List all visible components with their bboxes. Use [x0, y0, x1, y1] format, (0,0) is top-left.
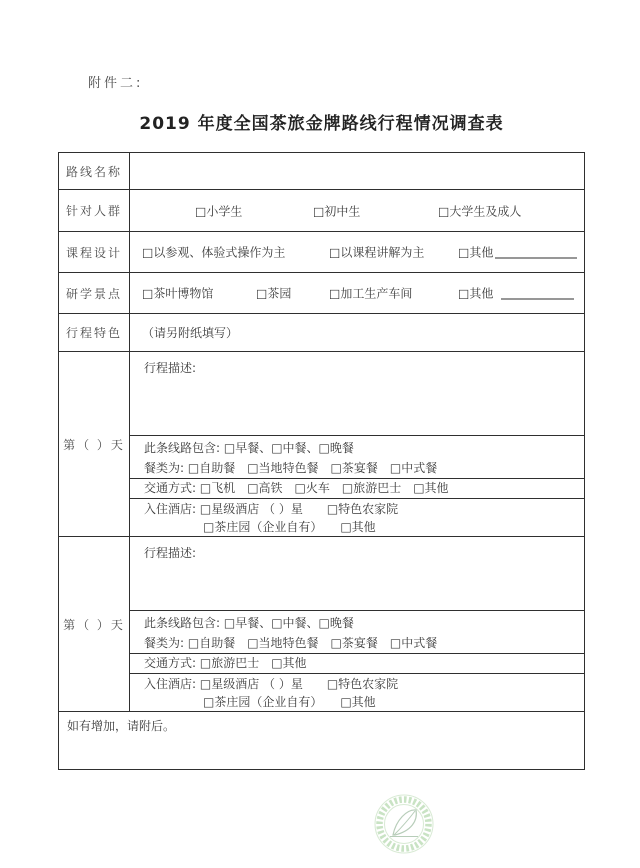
day-2-hotel-line-2: □茶庄园（企业自有） □其他 [203, 695, 376, 709]
itinerary-features-label: 行程特色 [59, 314, 130, 351]
day-1-hotel-line-2: □茶庄园（企业自有） □其他 [203, 520, 376, 534]
leaf-seal-watermark-icon [371, 791, 437, 857]
attachment-label: 附件二: [88, 76, 144, 91]
course-design-options-cell [130, 232, 584, 272]
day-2-description-label: 行程描述: [144, 546, 197, 560]
day-2-hotel-line-1: 入住酒店: □星级酒店 （ ）星 □特色农家院 [144, 677, 399, 691]
day-2-transport: 交通方式: □旅游巴士 □其他 [144, 656, 307, 670]
checkbox-option-other-spot [458, 285, 574, 302]
day-2-meals-included: 此条线路包含: □早餐、□中餐、□晚餐 [144, 616, 354, 630]
day-1-meals-included: 此条线路包含: □早餐、□中餐、□晚餐 [144, 440, 354, 455]
day-1-description-cell [130, 352, 584, 436]
course-design-label: 课程设计 [59, 232, 130, 272]
day-1-meal-types: 餐类为: □自助餐 □当地特色餐 □茶宴餐 □中式餐 [144, 460, 438, 475]
row-study-spots [59, 273, 584, 314]
fill-in-blank-line [495, 246, 577, 259]
day-1-content [130, 352, 584, 536]
checkbox-option-other-course-text: □其他 [458, 245, 494, 260]
day-2-hotel-cell [130, 674, 584, 711]
study-spots-options-cell [130, 273, 584, 313]
study-spots-label: 研学景点 [59, 273, 130, 313]
row-course-design [59, 232, 584, 273]
row-additions-note [59, 712, 584, 769]
day-1-description-label: 行程描述: [144, 361, 197, 375]
route-name-label: 路线名称 [59, 153, 130, 189]
target-group-label: 针对人群 [59, 190, 130, 231]
fill-in-blank-line [501, 287, 574, 300]
day-1-meals-cell [130, 436, 584, 479]
row-route-name [59, 153, 584, 190]
row-itinerary-features [59, 314, 584, 352]
day-2-content [130, 537, 584, 711]
row-day-2 [59, 537, 584, 712]
itinerary-features-note: （请另附纸填写） [142, 326, 239, 340]
checkbox-option-other-course [458, 244, 577, 261]
checkbox-option-other-spot-text: □其他 [458, 286, 494, 301]
day-1-hotel-line-1: 入住酒店: □星级酒店 （ ）星 □特色农家院 [144, 502, 399, 516]
checkbox-option-elementary: □小学生 [195, 204, 243, 218]
day-2-label: 第（ ）天 [59, 537, 130, 711]
checkbox-option-tea-garden: □茶园 [256, 286, 292, 301]
checkbox-option-workshop: □加工生产车间 [329, 286, 413, 301]
additions-note: 如有增加，请附后。 [67, 719, 176, 733]
row-day-1 [59, 352, 584, 537]
day-2-description-cell [130, 537, 584, 611]
day-2-meals-cell [130, 611, 584, 654]
checkbox-option-tea-museum: □茶叶博物馆 [142, 286, 214, 301]
survey-table [58, 152, 585, 770]
day-2-meal-types: 餐类为: □自助餐 □当地特色餐 □茶宴餐 □中式餐 [144, 636, 438, 650]
checkbox-option-lecture: □以课程讲解为主 [329, 245, 425, 260]
day-2-transport-cell [130, 654, 584, 674]
checkbox-option-middle-school: □初中生 [313, 204, 361, 218]
day-1-label: 第（ ）天 [59, 352, 130, 536]
document-title: 2019 年度全国茶旅金牌路线行程情况调查表 [139, 114, 504, 134]
route-name-value-cell [130, 153, 584, 189]
day-1-hotel-cell [130, 499, 584, 536]
checkbox-option-hands-on: □以参观、体验式操作为主 [142, 245, 286, 260]
target-group-options-cell [130, 190, 584, 231]
day-1-transport-cell [130, 479, 584, 499]
row-target-group [59, 190, 584, 232]
checkbox-option-college-adult: □大学生及成人 [438, 204, 522, 218]
day-1-transport: 交通方式: □飞机 □高铁 □火车 □旅游巴士 □其他 [144, 481, 449, 495]
